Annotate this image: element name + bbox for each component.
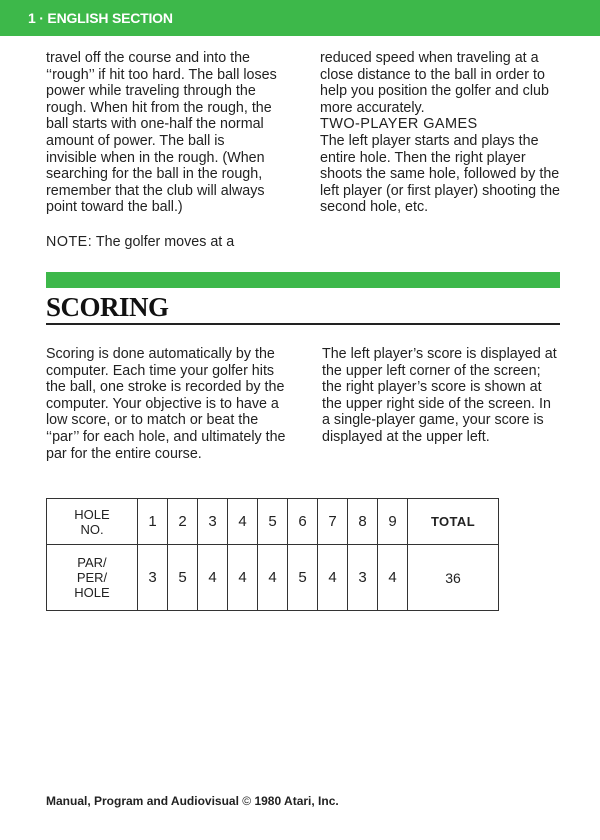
par-cell: 3 (348, 545, 378, 611)
two-player-heading: TWO-PLAYER GAMES (320, 116, 478, 133)
hole-cell: 3 (198, 499, 228, 545)
par-cell: 5 (288, 545, 318, 611)
total-value: 36 (408, 545, 499, 611)
scoring-paragraph-right: The left player’s score is displayed at the upper left corner of the screen; the right player’s score is shown at the upper right side of the screen. In a single-player game, your score is displayed at the upper left. (322, 346, 557, 445)
hole-header-line1: HOLE (74, 506, 110, 522)
footer-text: Manual, Program and Audiovisual (46, 794, 239, 808)
hole-no-header (47, 499, 138, 545)
scoring-paragraph-left: Scoring is done automatically by the computer. Each time your golfer hits the ball, one stroke is recorded by the computer. Your objective is to have a low score, or to match or beat the ‘‘par’’ for each hole, and ultimately the par for the entire course. (46, 346, 286, 462)
header-band (0, 0, 600, 36)
hole-cell: 5 (258, 499, 288, 545)
hole-cell: 9 (378, 499, 408, 545)
par-header-line3: HOLE (74, 585, 110, 600)
par-cell: 4 (258, 545, 288, 611)
hole-cell: 8 (348, 499, 378, 545)
rough-paragraph: travel off the course and into the ‘‘rough’’ if hit too hard. The ball loses power while traveling through the rough. When hit from the rough, the ball starts with one-half the normal amount of power. The ball is invisible when in the rough. (When searching for the ball in the rough, remember that the club will always point toward the ball.) (46, 50, 277, 216)
hole-cell: 4 (228, 499, 258, 545)
total-header: TOTAL (408, 499, 499, 545)
note-paragraph (46, 234, 278, 251)
par-cell: 5 (168, 545, 198, 611)
par-cell: 4 (228, 545, 258, 611)
two-player-paragraph: The left player starts and plays the entire hole. Then the right player shoots the same hole, followed by the left player (or first player) shooting the second hole, etc. (320, 132, 560, 216)
reduced-speed-paragraph: reduced speed when traveling at a close distance to the ball in order to help you position the golfer and club more accurately. (320, 50, 549, 116)
par-header-line1: PAR/ (77, 555, 107, 570)
par-row (47, 545, 499, 611)
note-label: NOTE: (46, 233, 93, 250)
hole-cell: 2 (168, 499, 198, 545)
column-right-scoring (322, 346, 562, 446)
par-cell: 4 (378, 545, 408, 611)
hole-cell: 6 (288, 499, 318, 545)
par-per-hole-header (47, 545, 138, 611)
hole-number-row (47, 499, 499, 545)
footer-copyright (46, 794, 339, 808)
copyright-symbol: © (242, 794, 252, 808)
par-header-line2: PER/ (76, 570, 108, 585)
scoring-title: SCORING (46, 292, 169, 322)
section-divider (46, 323, 560, 325)
par-cell: 4 (198, 545, 228, 611)
section-band (46, 272, 560, 288)
note-text: The golfer moves at a (95, 233, 235, 250)
column-left-scoring (46, 346, 291, 462)
column-left-top (46, 50, 278, 251)
hole-cell: 1 (138, 499, 168, 545)
column-right-top (320, 50, 560, 216)
section-label: 1 · ENGLISH SECTION (28, 10, 173, 26)
hole-cell: 7 (318, 499, 348, 545)
par-cell: 3 (138, 545, 168, 611)
par-table (46, 498, 499, 611)
footer-year-company: 1980 Atari, Inc. (254, 794, 339, 808)
par-cell: 4 (318, 545, 348, 611)
hole-header-line2: NO. (80, 521, 104, 537)
